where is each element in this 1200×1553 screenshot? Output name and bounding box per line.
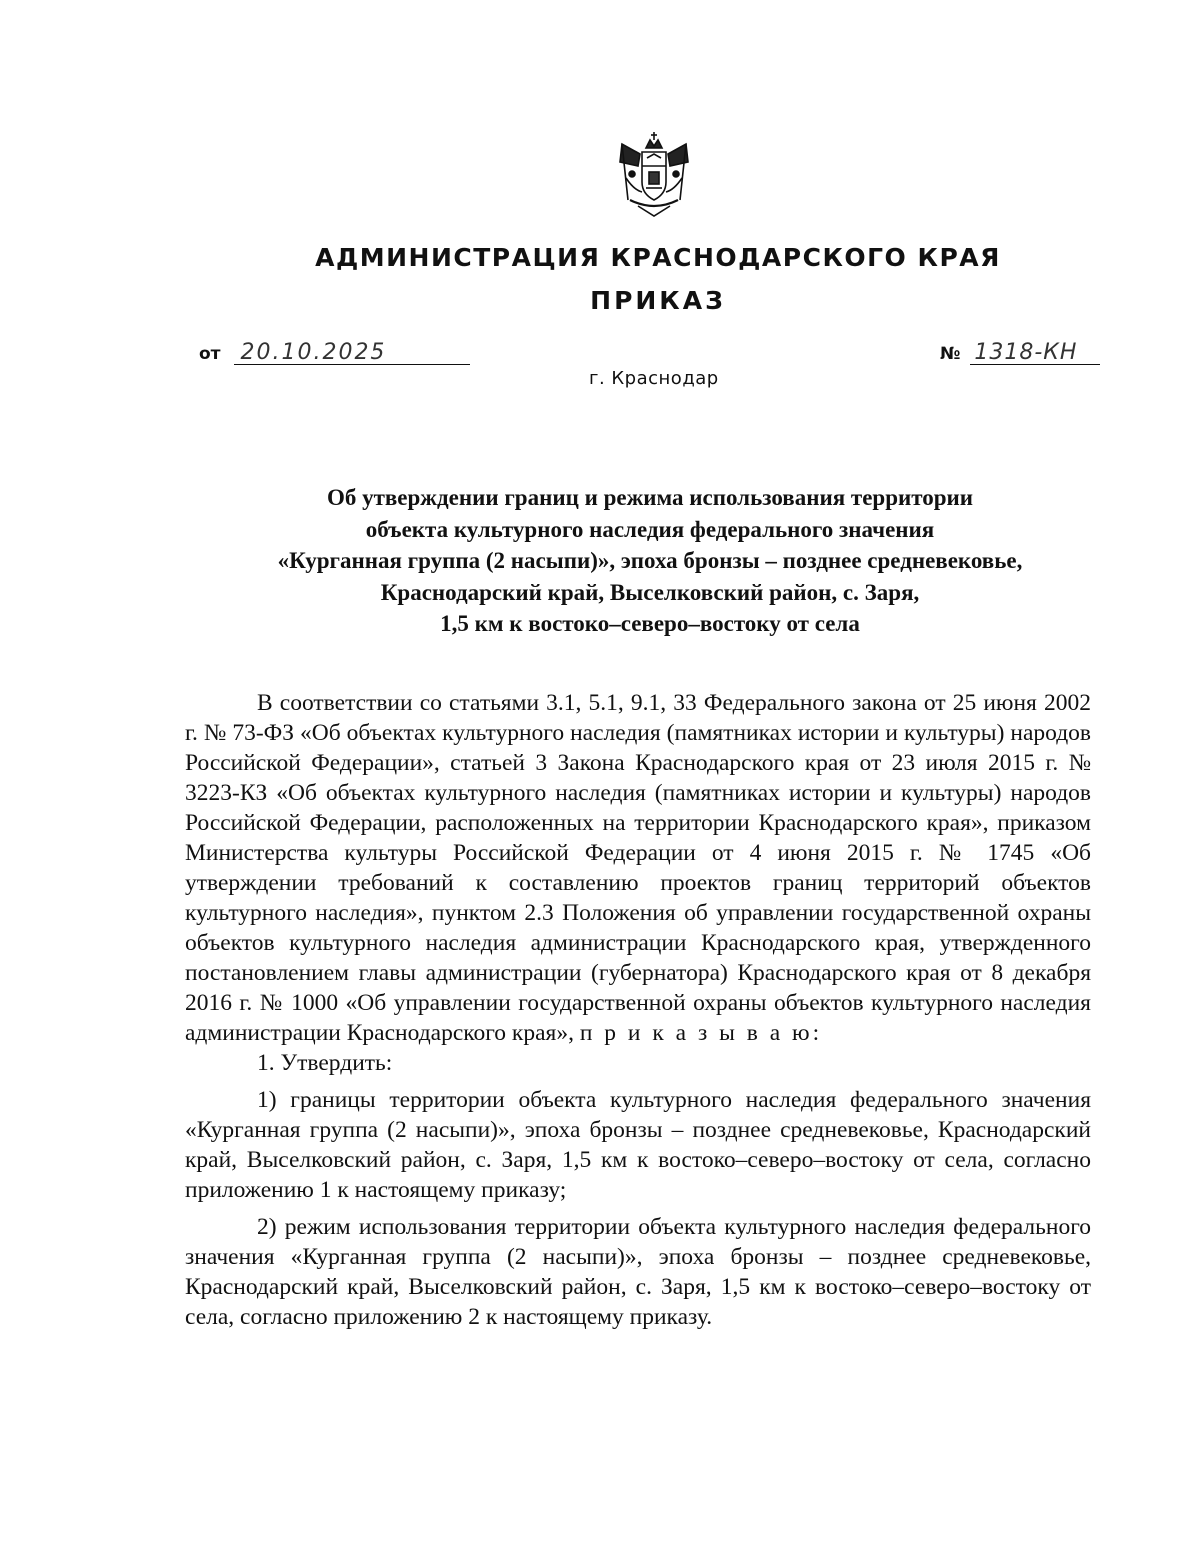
number-prefix: № [940,344,961,364]
date-prefix: от [199,344,221,364]
title-line: 1,5 км к востоко–северо–востоку от села [440,611,860,636]
title-line: Об утверждении границ и режима использования территории [326,485,974,510]
document-title [200,482,1100,640]
document-body [185,688,1091,1332]
preamble-paragraph [185,688,1091,1048]
order-word: п р и к а з ы в а ю: [579,1020,823,1046]
item-1-1: 1) границы территории объекта культурного наследия федерального значения «Курганная группа (2 насыпи)», эпоха бронзы – позднее средневековье, Краснодарский край, Выселковский район, с. Заря, 1,5 км к востоко–северо–востоку от села, согласно приложению 1 к настоящему приказу; [185,1087,1091,1203]
item-1-2: 2) режим использования территории объекта культурного наследия федерального значения «Курганная группа (2 насыпи)», эпоха бронзы – позднее средневековье, Краснодарский край, Выселковский район, с. Заря, 1,5 км к востоко–северо–востоку от села, согласно приложению 2 к настоящему приказу. [185,1214,1091,1330]
preamble-text: В соответствии со статьями 3.1, 5.1, 9.1, 33 Федерального закона от 25 июня 2002 г. № 73-ФЗ «Об объектах культурного наследия (памятниках истории и культуры) народов Российской Федерации», статьей 3 Закона Краснодарского края от 23 июля 2015 г. № 3223-КЗ «Об объектах культурного наследия (памятниках истории и культуры) народов Российской Федерации, расположенных на территории Краснодарского края», приказом Министерства культуры Российской Федерации от 4 июня 2015 г. № 1745 «Об утверждении требований к составлению проектов границ территорий объектов культурного наследия», пунктом 2.3 Положения об управлении государственной охраны объектов культурного наследия администрации Краснодарского края, утвержденного постановлением главы администрации (губернатора) Краснодарского края от 8 декабря 2016 г. № 1000 «Об управлении государственной охраны объектов культурного наследия администрации Краснодарского края», [185,690,1091,1046]
organization-name: АДМИНИСТРАЦИЯ КРАСНОДАРСКОГО КРАЯ [315,243,1001,272]
document-type: ПРИКАЗ [590,286,726,315]
number-line [940,342,1100,365]
coat-of-arms-icon [612,130,696,218]
title-line: объекта культурного наследия федерального значения [365,516,935,542]
title-line: Краснодарский край, Выселковский район, с. Заря, [380,579,920,605]
item-1: 1. Утвердить: [257,1050,393,1076]
number-field: 1318-КН [970,342,1100,365]
title-line: «Курганная группа (2 насыпи)», эпоха бронзы – позднее средневековье, [277,548,1023,573]
city-line: г. Краснодар [589,368,719,389]
date-line [199,342,470,365]
date-field: 20.10.2025 [234,342,470,365]
